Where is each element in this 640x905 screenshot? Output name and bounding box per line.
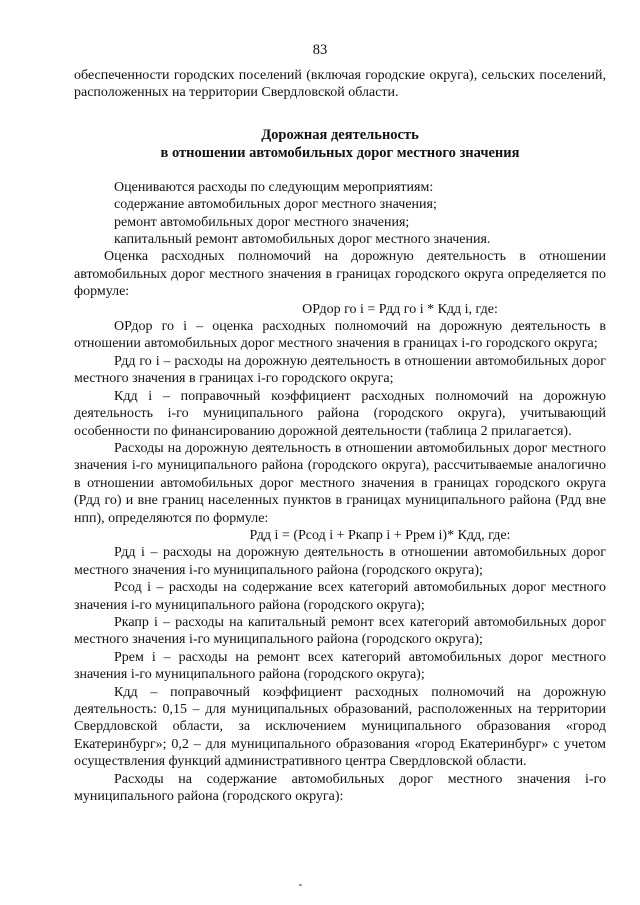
measures-intro: Оцениваются расходы по следующим мероприятиям: [114,179,434,195]
definition-rdd-i: Рдд i – расходы на дорожную деятельность в отношении автомобильных дорог местного значения i-го муниципального района (городского округа); [74,545,606,578]
intro-paragraph: обеспеченности городских поселений (включая городские округа), сельских поселений, расположенных на территории Свердловской области. [74,68,606,101]
definition-rkapr: Ркапр i – расходы на капитальный ремонт всех категорий автомобильных дорог местного значения i-го муниципального района (городского округа); [74,614,606,648]
definition-kdd: Кдд – поправочный коэффициент расходных полномочий на дорожную деятельность: 0,15 – для муниципальных образований, расположенных на территории Свердловской области, за исключением муниципального образования «город Екатеринбург»; 0,2 – для муниципального образования «город Екатеринбург» с учетом осуществления функций административного центра Свердловской области. [74,684,606,770]
section-heading-line2: в отношении автомобильных дорог местного значения [160,144,520,161]
formula-1: ОРдор го i = Рдд го i * Кдд i, где: [302,301,498,317]
definition-kdd-i: Кдд i – поправочный коэффициент расходных полномочий на дорожную деятельность i-го муниципального района (городского округа), учитывающий особенности по финансированию дорожной деятельности (таблица 2 прилагается). [74,388,606,439]
scan-speck [299,884,302,886]
measure-capital-repair: капитальный ремонт автомобильных дорог местного значения. [114,232,491,248]
assessment-paragraph: Оценка расходных полномочий на дорожную деятельность в отношении автомобильных дорог местного значения в границах городского округа определяется по формуле: [74,249,606,300]
measure-maintenance: содержание автомобильных дорог местного значения; [114,197,437,213]
page-number: 83 [312,42,328,58]
section-heading-line1: Дорожная деятельность [261,126,419,143]
formula-2: Рдд i = (Рсод i + Ркапр i + Ррем i)* Кдд, где: [249,527,511,543]
definition-ordor: ОРдор го i – оценка расходных полномочий на дорожную деятельность в отношении автомобильных дорог местного значения в границах i-го городского округа; [74,319,606,352]
definition-rsod: Рсод i – расходы на содержание всех категорий автомобильных дорог местного значения i-го муниципального района (городского округа); [74,580,606,613]
definition-rrem: Ррем i – расходы на ремонт всех категорий автомобильных дорог местного значения i-го муниципального района (городского округа); [74,649,606,683]
document-body [74,67,606,805]
definition-rdd-go: Рдд го i – расходы на дорожную деятельность в отношении автомобильных дорог местного значения в границах i-го городского округа; [74,353,606,387]
maintenance-expenses-paragraph: Расходы на содержание автомобильных дорог местного значения i-го муниципального района (городского округа): [74,771,606,805]
measure-repair: ремонт автомобильных дорог местного значения; [114,214,410,230]
expenses-paragraph: Расходы на дорожную деятельность в отношении автомобильных дорог местного значения i-го муниципального района (городского округа), рассчитываемые аналогично в отношении автомобильных дорог местного значения в границах городского округа (Рдд го) и вне границ населенных пунктов в границах муниципального района (Рдд вне нпп), определяются по формуле: [74,440,606,526]
